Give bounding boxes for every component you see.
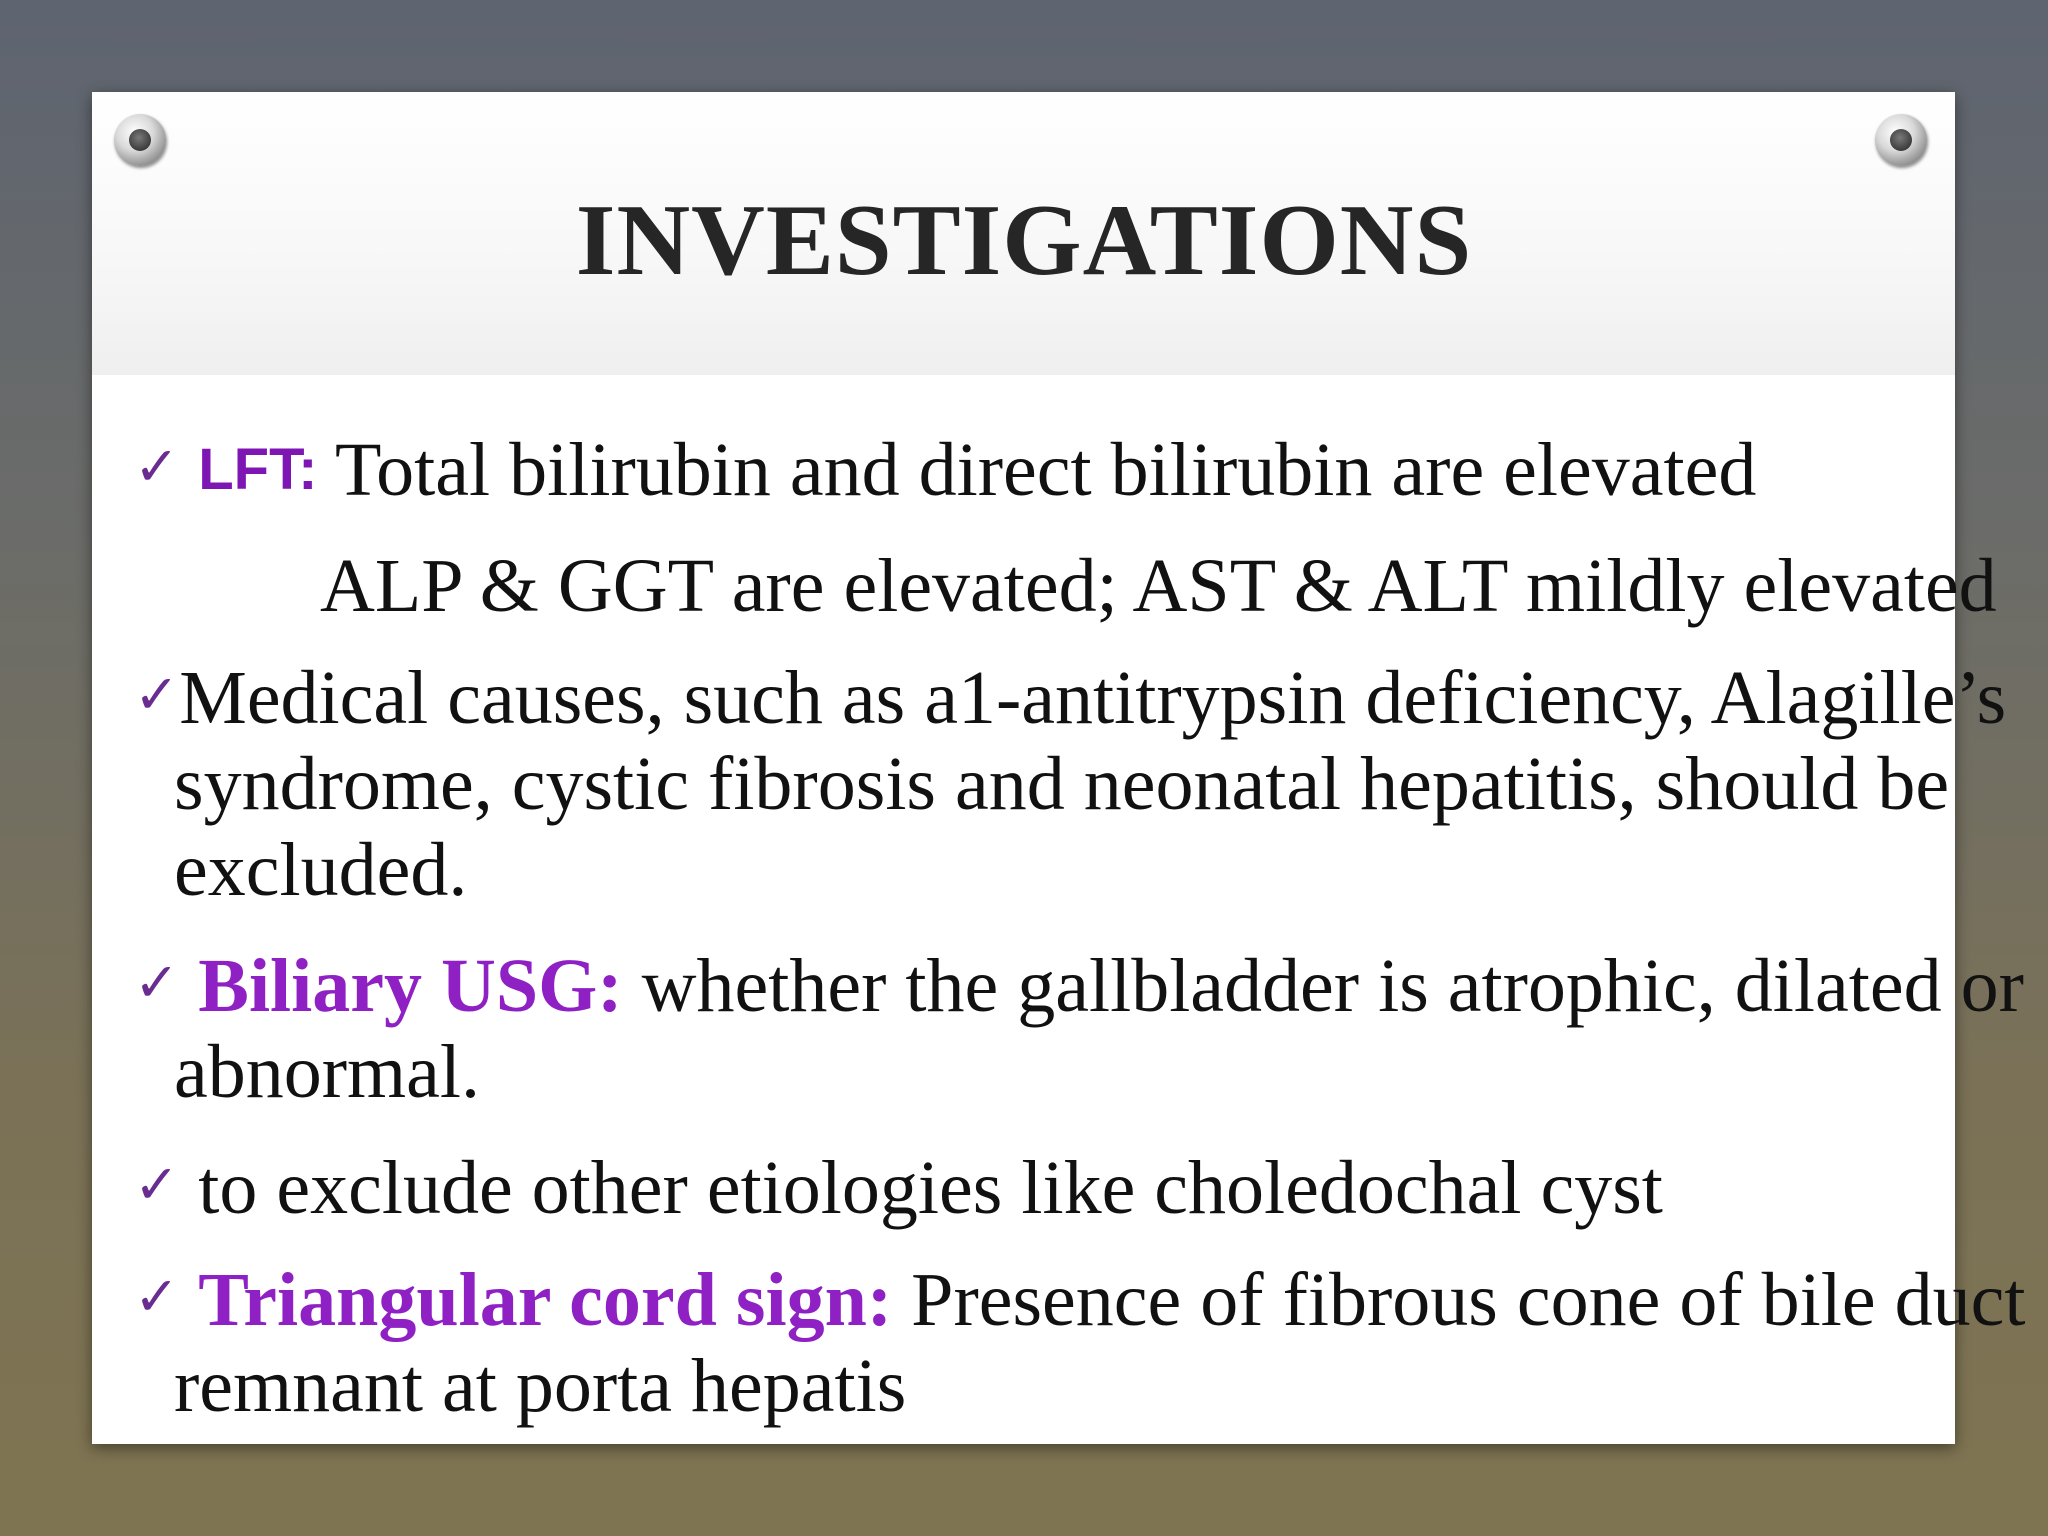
keyword-biliary-usg: Biliary USG: [198, 944, 623, 1028]
bullet-text: syndrome, cystic fibrosis and neonatal hepatitis, should be [174, 742, 1950, 826]
bullet-text: Presence of fibrous cone of bile duct [892, 1258, 2026, 1342]
bullet-text: Total bilirubin and direct bilirubin are elevated [317, 428, 1757, 512]
bullet-text: whether the gallbladder is atrophic, dilated or [622, 944, 2024, 1028]
checkmark-icon: ✓ [134, 1265, 180, 1328]
bullet-lft-line1 [134, 428, 1757, 512]
bullet-usg-line1 [134, 944, 2024, 1028]
bullet-text: excluded. [174, 828, 468, 912]
bullet-cord-line1 [134, 1258, 2026, 1342]
checkmark-icon: ✓ [134, 1153, 180, 1216]
bullet-text: to exclude other etiologies like choledochal cyst [198, 1146, 1663, 1230]
bullet-text: abnormal. [174, 1030, 481, 1114]
bullet-lft-line2 [320, 544, 1997, 628]
keyword-lft: LFT: [198, 437, 318, 502]
bullet-exclude [134, 1146, 1663, 1230]
bullet-medical-line3 [174, 828, 468, 912]
keyword-triangular-cord-sign: Triangular cord sign: [198, 1258, 893, 1342]
bullet-text: remnant at porta hepatis [174, 1344, 907, 1428]
bullet-medical-line1 [134, 656, 2007, 740]
checkmark-icon: ✓ [134, 663, 180, 726]
checkmark-icon: ✓ [134, 951, 180, 1014]
bullet-usg-line2 [174, 1030, 481, 1114]
bullet-medical-line2 [174, 742, 1950, 826]
bullet-cord-line2 [174, 1344, 907, 1428]
checkmark-icon: ✓ [134, 435, 180, 498]
slide-title: INVESTIGATIONS [575, 184, 1473, 297]
bullet-text: Medical causes, such as a1-antitrypsin deficiency, Alagille’s [179, 656, 2007, 740]
bullet-text: ALP & GGT are elevated; AST & ALT mildly elevated [320, 544, 1997, 628]
